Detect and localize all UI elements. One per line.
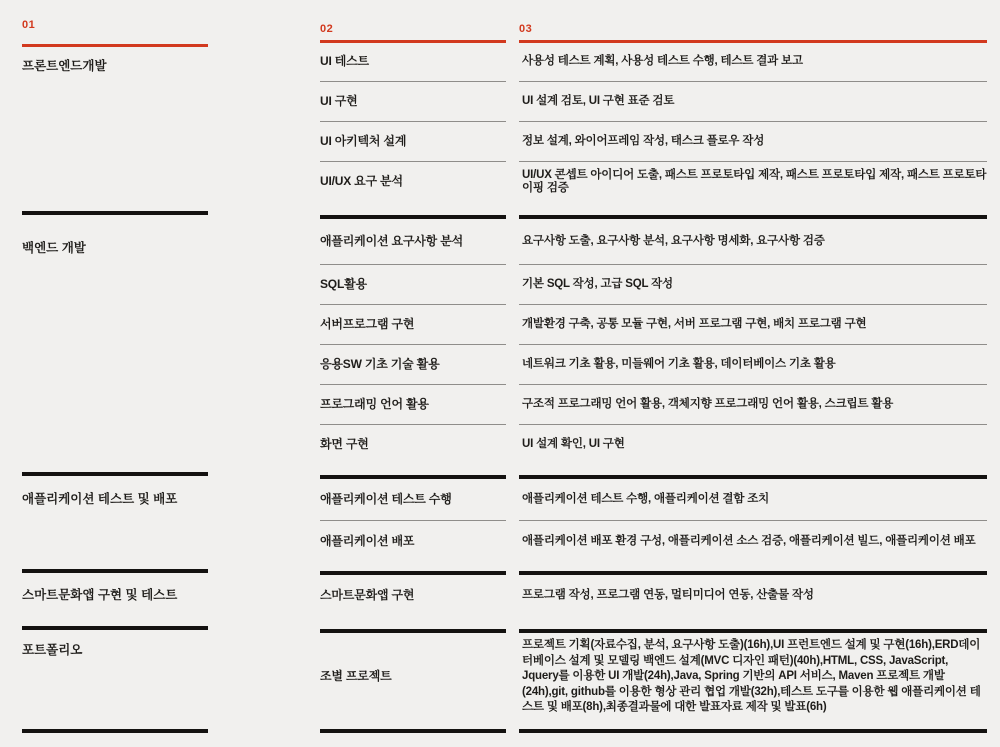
unit-label: UI 테스트 [320,43,506,82]
units-section-app-test-deploy [320,479,506,575]
detail-text: 기본 SQL 작성, 고급 SQL 작성 [519,265,987,305]
detail-text: 구조적 프로그래밍 언어 활용, 객체지향 프로그래밍 언어 활용, 스크립트 활용 [519,385,987,425]
unit-label: 응용SW 기초 기술 활용 [320,345,506,385]
unit-label: 조별 프로젝트 [320,669,392,684]
details-section-app-test-deploy [519,479,987,575]
group-smart-culture-app: 스마트문화앱 구현 및 테스트 [22,573,208,630]
unit-label: UI/UX 요구 분석 [320,174,403,189]
detail-text: 프로그램 작성, 프로그램 연동, 멀티미디어 연동, 산출물 작성 [522,588,814,601]
group-backend: 백엔드 개발 [22,215,208,476]
unit-label: 프로그래밍 언어 활용 [320,385,506,425]
column-03-header [519,0,987,43]
detail-text: 사용성 테스트 계획, 사용성 테스트 수행, 테스트 결과 보고 [519,43,987,82]
detail-text: 요구사항 도출, 요구사항 분석, 요구사항 명세화, 요구사항 검증 [519,219,987,265]
column-units [320,0,506,733]
details-section-smart-culture-app [519,575,987,633]
column-02-header [320,0,506,43]
details-section-backend [519,219,987,479]
column-01-header [22,0,208,47]
detail-text: 프로젝트 기획(자료수집, 분석, 요구사항 도출)(16h),UI 프런트엔드 설계 및 구현(16h),ERD데이터베이스 설계 및 모델링 백엔드 설계(MVC 디자인 패턴)(40h),HTML, CSS, JavaScript, Jquery를 이용한 UI 개발(24h),Java, Spring 기반의 API 서비스, Maven 프로젝트 개발(24h),git, github를 이용한 형상 관리 협업 개발(32h),테스트 도구를 이용한 웹 애플리케이션 테스트 및 배포(8h),최종결과물에 대한 발표자료 제작 및 발표(6h) [522,639,981,714]
units-section-backend [320,219,506,479]
unit-label: 화면 구현 [320,437,369,452]
unit-label: UI 아키텍처 설계 [320,122,506,162]
column-03-number: 03 [519,23,533,35]
detail-text: UI/UX 콘셉트 아이디어 도출, 패스트 프로토타입 제작, 패스트 프로토타입 제작, 패스트 프로토타이핑 검증 [522,168,987,194]
detail-text: 애플리케이션 배포 환경 구성, 애플리케이션 소스 검증, 애플리케이션 빌드, 애플리케이션 배포 [522,535,976,548]
detail-text: 개발환경 구축, 공통 모듈 구현, 서버 프로그램 구현, 배치 프로그램 구현 [519,305,987,345]
column-01-number: 01 [22,19,36,31]
unit-label: 애플리케이션 테스트 수행 [320,479,506,521]
detail-text: UI 설계 검토, UI 구현 표준 검토 [519,82,987,122]
column-details [519,0,987,733]
details-section-portfolio [519,633,987,733]
column-02-number: 02 [320,23,334,35]
units-section-frontend [320,43,506,219]
group-frontend: 프론트엔드개발 [22,47,208,215]
unit-label: 서버프로그램 구현 [320,305,506,345]
unit-label: 스마트문화앱 구현 [320,587,415,602]
details-section-frontend [519,43,987,219]
detail-text: 정보 설계, 와이어프레임 작성, 태스크 플로우 작성 [519,122,987,162]
column-groups [22,0,208,733]
unit-label: SQL활용 [320,265,506,305]
units-section-portfolio [320,633,506,733]
unit-label: 애플리케이션 배포 [320,534,415,549]
detail-text: 네트워크 기초 활용, 미들웨어 기초 활용, 데이터베이스 기초 활용 [519,345,987,385]
unit-label: 애플리케이션 요구사항 분석 [320,219,506,265]
group-app-test-deploy: 애플리케이션 테스트 및 배포 [22,476,208,573]
unit-label: UI 구현 [320,82,506,122]
detail-text: 애플리케이션 테스트 수행, 애플리케이션 결함 조치 [519,479,987,521]
detail-text: UI 설계 확인, UI 구현 [522,438,625,451]
group-portfolio: 포트폴리오 [22,630,208,733]
units-section-smart-culture-app [320,575,506,633]
